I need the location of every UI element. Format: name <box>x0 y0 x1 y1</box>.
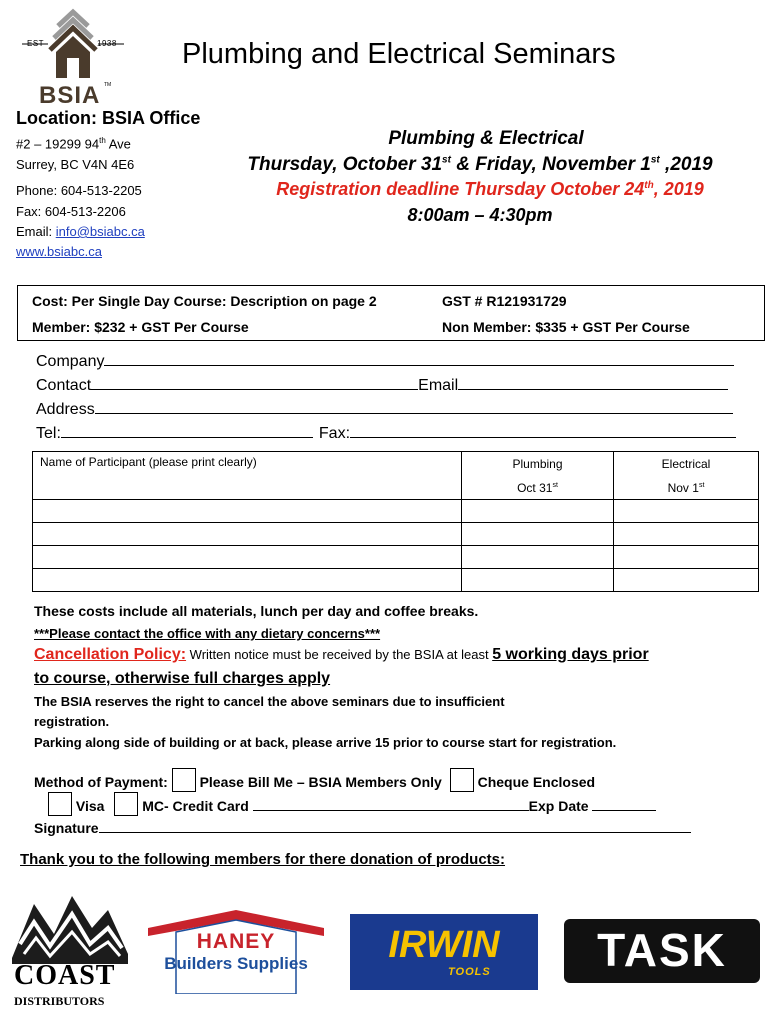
electrical-cell[interactable] <box>614 523 759 546</box>
event-dates: Thursday, October 31st & Friday, November 1st ,2019 <box>247 154 713 175</box>
email-label: Email <box>418 377 459 394</box>
parking-note: Parking along side of building or at back, please arrive 15 prior to course start for registration. <box>34 735 617 750</box>
cheque-label: Cheque Enclosed <box>477 774 596 790</box>
location-heading: Location: BSIA Office <box>16 108 201 128</box>
coast-mountains-icon <box>10 888 130 964</box>
mc-checkbox[interactable] <box>114 792 138 816</box>
fax-line-input[interactable] <box>350 422 736 438</box>
bill-me-checkbox[interactable] <box>172 768 196 792</box>
name-cell[interactable] <box>33 500 462 523</box>
coast-name: COAST <box>14 960 116 991</box>
fax-line: Fax: 604-513-2206 <box>16 204 126 219</box>
plumbing-cell[interactable] <box>462 546 614 569</box>
company-field[interactable]: Company <box>36 350 734 371</box>
payment-row-2 <box>48 792 656 816</box>
cancel-text: Written notice must be received by the BSIA at least <box>186 647 493 662</box>
email-line-input[interactable] <box>458 374 728 390</box>
cost-line: Cost: Per Single Day Course: Description on page 2 <box>32 293 377 309</box>
dietary-note: ***Please contact the office with any dietary concerns*** <box>34 626 381 641</box>
irwin-tools: TOOLS <box>448 966 491 978</box>
card-number-line[interactable] <box>253 795 529 811</box>
table-row <box>33 569 759 592</box>
exp-date-label: Exp Date <box>528 798 593 814</box>
bill-me-label: Please Bill Me – BSIA Members Only <box>199 774 442 790</box>
cheque-checkbox[interactable] <box>450 768 474 792</box>
payment-method-label: Method of Payment: <box>34 774 168 790</box>
logo-est-year: 1938 <box>97 39 117 48</box>
event-info <box>200 128 770 226</box>
irwin-tools-logo <box>350 914 538 990</box>
address-field[interactable]: Address <box>36 398 733 419</box>
name-header: Name of Participant (please print clearly) <box>33 452 462 500</box>
haney-name: HANEY <box>196 930 276 953</box>
coast-distributors-logo <box>10 888 130 1014</box>
email-line: Email: info@bsiabc.ca <box>16 224 145 239</box>
reserve-note-b: registration. <box>34 714 110 729</box>
name-cell[interactable] <box>33 523 462 546</box>
table-row <box>33 546 759 569</box>
phone-line: Phone: 604-513-2205 <box>16 183 142 198</box>
table-header-row <box>33 452 759 500</box>
logo-tm: TM <box>104 82 112 88</box>
electrical-cell[interactable] <box>614 546 759 569</box>
signature-line <box>99 817 691 833</box>
member-price: Member: $232 + GST Per Course <box>32 319 249 335</box>
registration-deadline: Registration deadline Thursday October 24th, 2019 <box>276 179 704 199</box>
thanks-heading: Thank you to the following members for there donation of products: <box>20 851 506 868</box>
website-link[interactable]: www.bsiabc.ca <box>16 244 102 259</box>
exp-date-line[interactable] <box>592 795 656 811</box>
company-line <box>104 350 734 366</box>
plumbing-cell[interactable] <box>462 523 614 546</box>
task-name: TASK <box>597 924 727 976</box>
event-course: Plumbing & Electrical <box>388 128 584 149</box>
plumbing-cell[interactable] <box>462 500 614 523</box>
tel-line <box>61 422 313 438</box>
cancel-bold-b: to course, otherwise full charges apply <box>34 670 331 687</box>
bsia-logo <box>18 8 128 108</box>
fax-label: Fax: <box>318 425 351 442</box>
address-line: #2 – 19299 94th Ave <box>16 136 131 152</box>
payment-row-1 <box>34 768 595 792</box>
visa-label: Visa <box>75 798 105 814</box>
cost-box <box>17 285 765 341</box>
event-time: 8:00am – 4:30pm <box>407 205 553 225</box>
plumbing-cell[interactable] <box>462 569 614 592</box>
plumbing-header: Plumbing Oct 31st <box>462 452 614 500</box>
signature-field[interactable]: Signature <box>34 817 691 836</box>
table-row <box>33 523 759 546</box>
participant-table <box>32 451 759 592</box>
table-row <box>33 500 759 523</box>
mc-label: MC- Credit Card <box>142 798 253 814</box>
electrical-header: Electrical Nov 1st <box>614 452 759 500</box>
cancel-bold-a: 5 working days prior <box>492 646 649 663</box>
city-line: Surrey, BC V4N 4E6 <box>16 157 135 172</box>
costs-include-note: These costs include all materials, lunch per day and coffee breaks. <box>34 603 479 619</box>
task-logo <box>564 919 760 983</box>
reserve-note-a: The BSIA reserves the right to cancel the above seminars due to insufficient <box>34 694 505 709</box>
page-title: Plumbing and Electrical Seminars <box>182 38 616 70</box>
address-line-input <box>95 398 733 414</box>
gst-number: GST # R121931729 <box>442 293 567 309</box>
electrical-cell[interactable] <box>614 569 759 592</box>
cancellation-policy <box>34 646 649 664</box>
contact-field[interactable]: Contact Email <box>36 374 728 395</box>
logo-brand: BSIA <box>39 82 101 109</box>
visa-checkbox[interactable] <box>48 792 72 816</box>
name-cell[interactable] <box>33 569 462 592</box>
cancel-label: Cancellation Policy: <box>34 646 187 663</box>
contact-line <box>91 374 418 390</box>
irwin-name: IRWIN <box>388 924 500 966</box>
email-link[interactable]: info@bsiabc.ca <box>55 224 145 239</box>
non-member-price: Non Member: $335 + GST Per Course <box>442 319 690 335</box>
haney-logo <box>148 910 324 994</box>
tel-field[interactable]: Tel: Fax: <box>36 422 736 443</box>
name-cell[interactable] <box>33 546 462 569</box>
logo-est-label: EST <box>27 39 45 48</box>
haney-sub: Builders Supplies <box>164 954 308 973</box>
electrical-cell[interactable] <box>614 500 759 523</box>
coast-distributors: DISTRIBUTORS <box>14 994 105 1008</box>
